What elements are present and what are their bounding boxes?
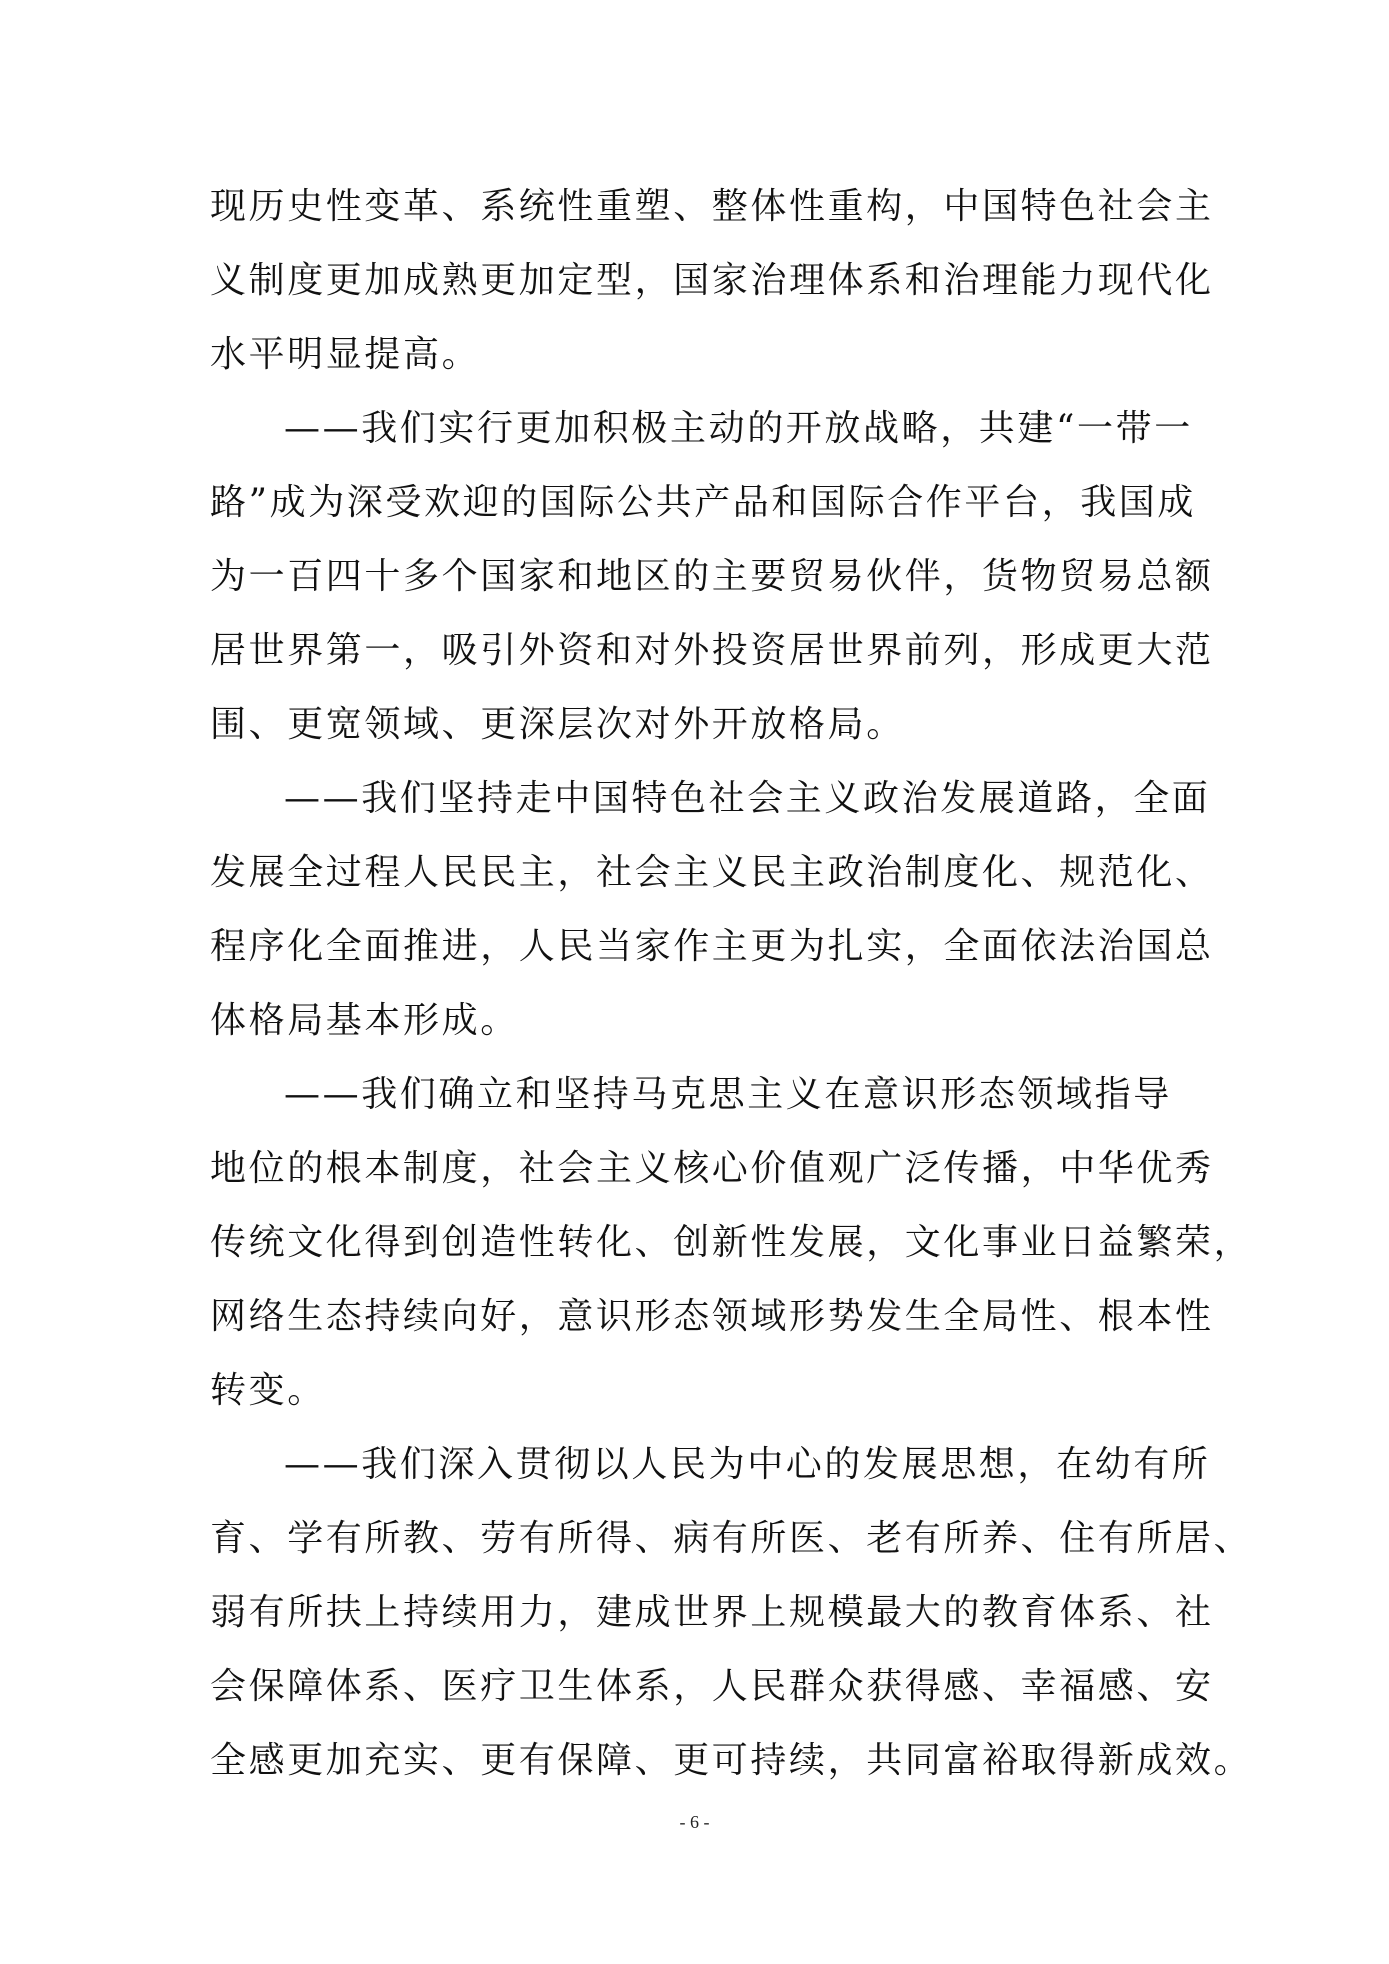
text-line: ——我们深入贯彻以人民为中心的发展思想，在幼有所 [284,1444,1211,1485]
page-number: - 6 - [679,1812,710,1832]
text-line: 地位的根本制度，社会主义核心价值观广泛传播，中华优秀 [210,1148,1214,1189]
paragraph [210,1058,1253,1428]
text-line: 体格局基本形成。 [210,1000,519,1041]
paragraph [210,1428,1253,1798]
text-line: 会保障体系、医疗卫生体系，人民群众获得感、幸福感、安 [210,1666,1214,1707]
text-line: 现历史性变革、系统性重塑、整体性重构，中国特色社会主 [210,186,1214,227]
text-line: 义制度更加成熟更加定型，国家治理体系和治理能力现代化 [210,260,1214,301]
paragraph [210,170,1214,392]
body-text [210,170,1253,1798]
text-line: 水平明显提高。 [210,334,481,375]
text-line: 居世界第一，吸引外资和对外投资居世界前列，形成更大范 [210,630,1214,671]
text-line: ——我们实行更加积极主动的开放战略，共建“一带一 [284,408,1193,449]
text-line: 程序化全面推进，人民当家作主更为扎实，全面依法治国总 [210,926,1214,967]
text-line: 传统文化得到创造性转化、创新性发展，文化事业日益繁荣， [210,1222,1253,1263]
text-line: ——我们确立和坚持马克思主义在意识形态领域指导 [284,1074,1172,1115]
text-line: 为一百四十多个国家和地区的主要贸易伙伴，货物贸易总额 [210,556,1214,597]
text-line: 发展全过程人民民主，社会主义民主政治制度化、规范化、 [210,852,1214,893]
text-line: 全感更加充实、更有保障、更可持续，共同富裕取得新成效。 [210,1740,1253,1781]
paragraph [210,762,1214,1058]
text-line: 围、更宽领域、更深层次对外开放格局。 [210,704,905,745]
paragraph [210,392,1214,762]
text-line: 转变。 [210,1370,326,1411]
text-line: ——我们坚持走中国特色社会主义政治发展道路，全面 [284,778,1211,819]
text-line: 路”成为深受欢迎的国际公共产品和国际合作平台，我国成 [210,482,1197,523]
text-line: 弱有所扶上持续用力，建成世界上规模最大的教育体系、社 [210,1592,1214,1633]
text-line: 育、学有所教、劳有所得、病有所医、老有所养、住有所居、 [210,1518,1253,1559]
text-line: 网络生态持续向好，意识形态领域形势发生全局性、根本性 [210,1296,1214,1337]
